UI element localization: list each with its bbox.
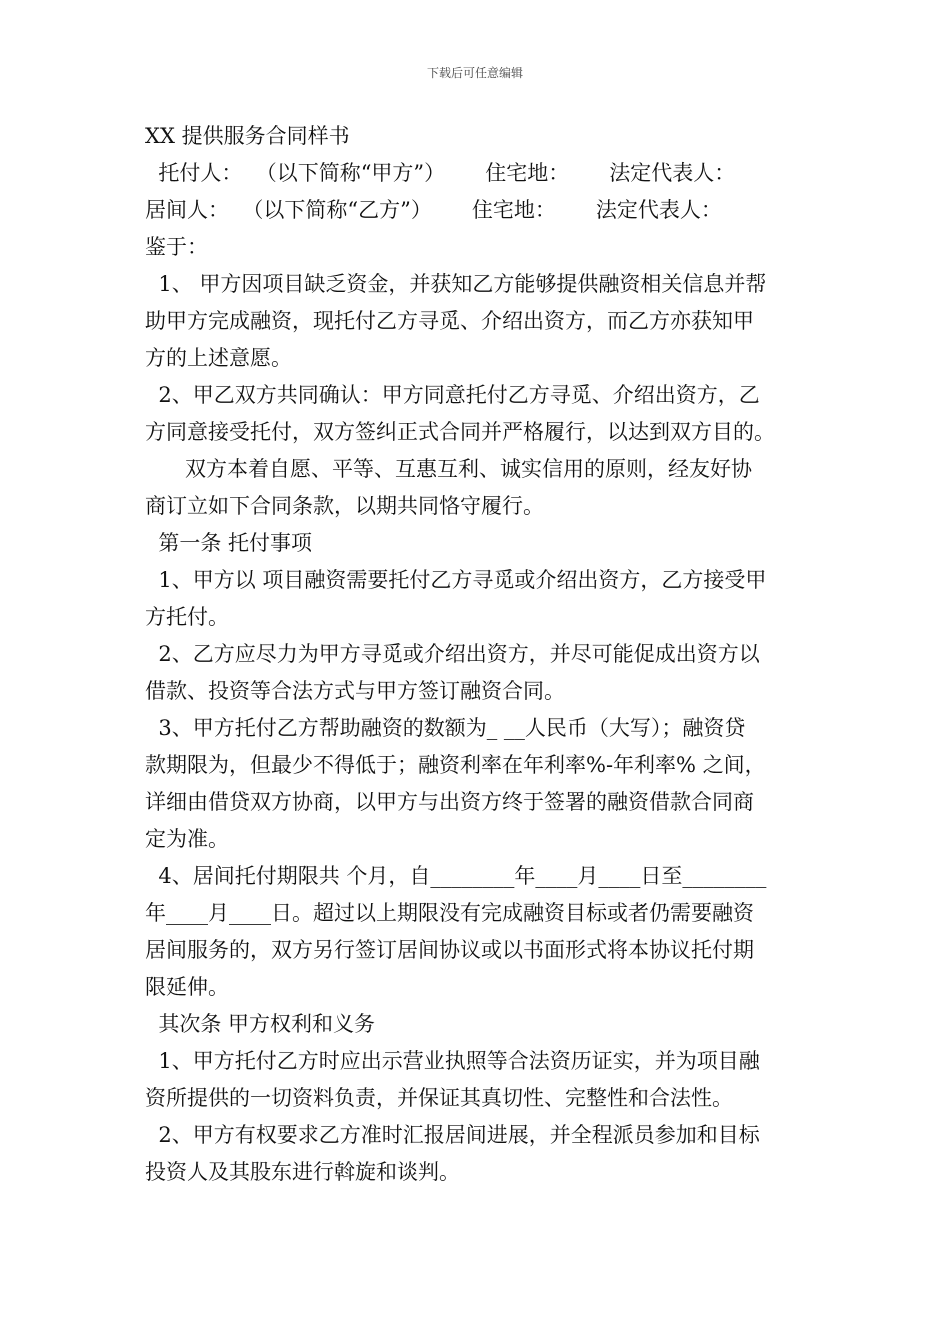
text-line: 3、甲方托付乙方帮助融资的数额为_ __人民币（大写）；融资贷 [145,716,746,740]
text-line: 方的上述意愿。 [145,346,292,370]
text-line: 其次条 甲方权利和义务 [145,1012,376,1036]
text-line: 款期限为，但最少不得低于；融资利率在年利率%-年利率% 之间， [145,753,766,777]
text-line: 鉴于： [145,235,208,259]
text-line: 助甲方完成融资，现托付乙方寻觅、介绍出资方，而乙方亦获知甲 [145,309,754,333]
text-line: 居间服务的，双方另行签订居间协议或以书面形式将本协议托付期 [145,938,754,962]
text-line: 1、甲方以 项目融资需要托付乙方寻觅或介绍出资方，乙方接受甲 [145,568,767,592]
text-line: 详细由借贷双方协商，以甲方与出资方终于签署的融资借款合同商 [145,790,754,814]
text-line: 2、乙方应尽力为甲方寻觅或介绍出资方，并尽可能促成出资方以 [145,642,760,666]
text-line: 投资人及其股东进行斡旋和谈判。 [145,1160,460,1184]
document-body [145,118,815,1191]
text-line: 借款、投资等合法方式与甲方签订融资合同。 [145,679,565,703]
text-line: 第一条 托付事项 [145,531,313,555]
paragraph-lines [145,155,815,1191]
text-line: 托付人： （以下简称“甲方”） 住宅地： 法定代表人： [145,161,736,185]
text-line: 限延伸。 [145,975,229,999]
text-line: 方同意接受托付，双方签纠正式合同并严格履行，以达到双方目的。 [145,420,775,444]
text-line: 资所提供的一切资料负责，并保证其真切性、完整性和合法性。 [145,1086,733,1110]
text-line: 1、甲方托付乙方时应出示营业执照等合法资历证实，并为项目融 [145,1049,760,1073]
text-line: 居间人： （以下简称“乙方”） 住宅地： 法定代表人： [145,198,722,222]
document-title: XX 提供服务合同样书 [145,124,350,148]
text-line: 双方本着自愿、平等、互惠互利、诚实信用的原则，经友好协 [145,457,753,481]
text-line: 年____月____日。超过以上期限没有完成融资目标或者仍需要融资 [145,901,754,925]
page-header: 下载后可任意编辑 [426,66,523,80]
text-line: 2、甲方有权要求乙方准时汇报居间进展，并全程派员参加和目标 [145,1123,760,1147]
text-line: 方托付。 [145,605,229,629]
text-line: 4、居间托付期限共 个月，自________年____月____日至________ [145,864,767,888]
text-line: 2、甲乙双方共同确认：甲方同意托付乙方寻觅、介绍出资方，乙 [145,383,760,407]
text-line: 1、 甲方因项目缺乏资金，并获知乙方能够提供融资相关信息并帮 [145,272,767,296]
text-line: 定为准。 [145,827,229,851]
text-line: 商订立如下合同条款，以期共同恪守履行。 [145,494,544,518]
